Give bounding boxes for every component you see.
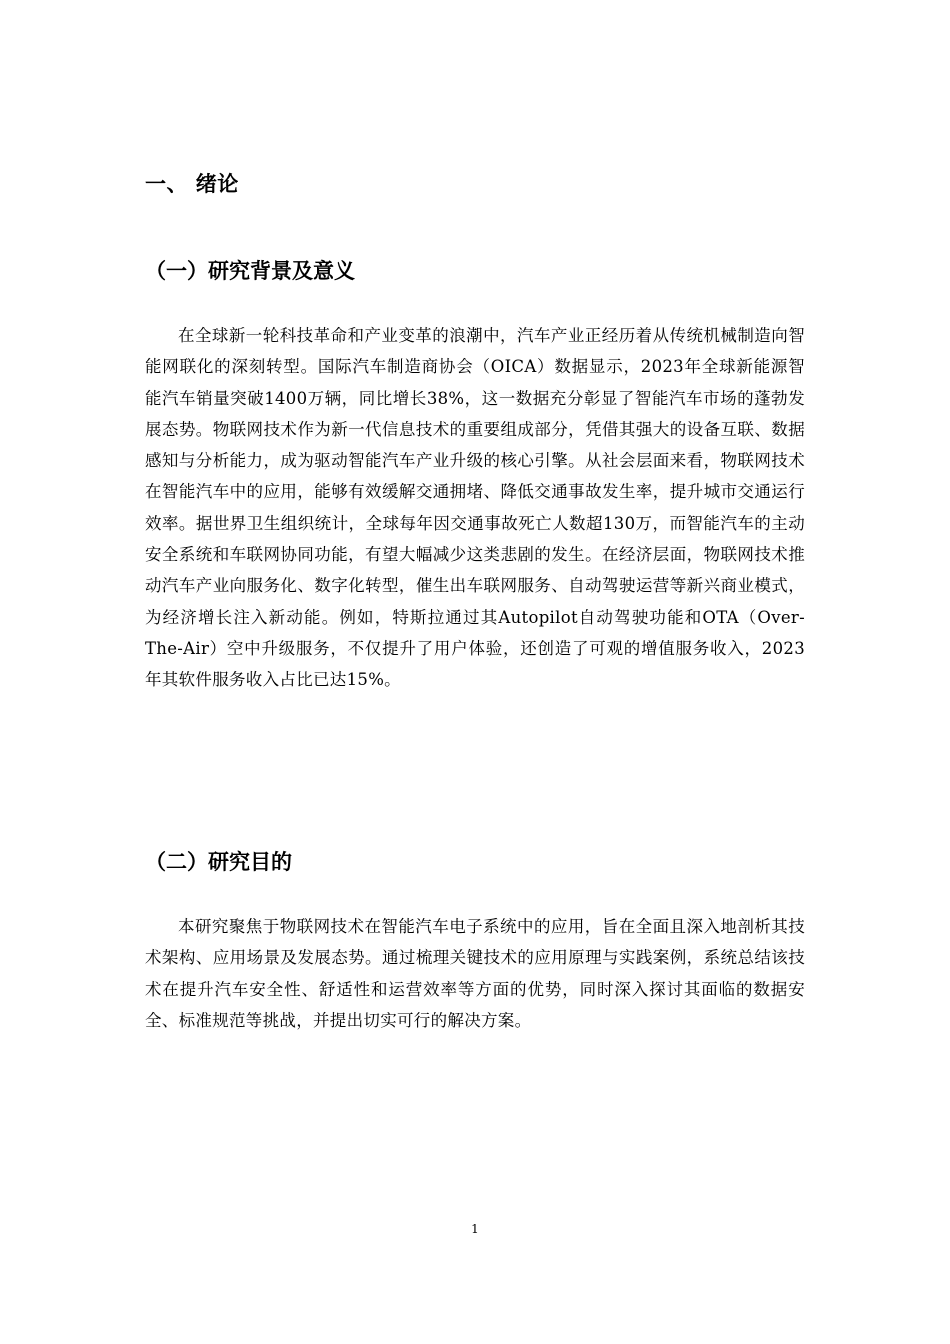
section-heading-background: （一）研究背景及意义 (145, 259, 355, 283)
section-paragraph-background: 在全球新一轮科技革命和产业变革的浪潮中，汽车产业正经历着从传统机械制造向智能网联化的深刻转型。国际汽车制造商协会（OICA）数据显示，2023年全球新能源智能汽车销量突破1400万辆，同比增长38%，这一数据充分彰显了智能汽车市场的蓬勃发展态势。物联网技术作为新一代信息技术的重要组成部分，凭借其强大的设备互联、数据感知与分析能力，成为驱动智能汽车产业升级的核心引擎。从社会层面来看，物联网技术在智能汽车中的应用，能够有效缓解交通拥堵、降低交通事故发生率，提升城市交通运行效率。据世界卫生组织统计，全球每年因交通事故死亡人数超130万，而智能汽车的主动安全系统和车联网协同功能，有望大幅减少这类悲剧的发生。在经济层面，物联网技术推动汽车产业向服务化、数字化转型，催生出车联网服务、自动驾驶运营等新兴商业模式，为经济增长注入新动能。例如，特斯拉通过其Autopilot自动驾驶功能和OTA（Over-The-Air）空中升级服务，不仅提升了用户体验，还创造了可观的增值服务收入，2023年其软件服务收入占比已达15%。 (145, 326, 805, 690)
page-number: 1 (471, 1222, 479, 1236)
section-heading-purpose: （二）研究目的 (145, 850, 292, 874)
section-paragraph-purpose: 本研究聚焦于物联网技术在智能汽车电子系统中的应用，旨在全面且深入地剖析其技术架构、应用场景及发展态势。通过梳理关键技术的应用原理与实践案例，系统总结该技术在提升汽车安全性、舒适性和运营效率等方面的优势，同时深入探讨其面临的数据安全、标准规范等挑战，并提出切实可行的解决方案。 (145, 917, 805, 1030)
chapter-heading: 一、 绪论 (145, 172, 239, 196)
